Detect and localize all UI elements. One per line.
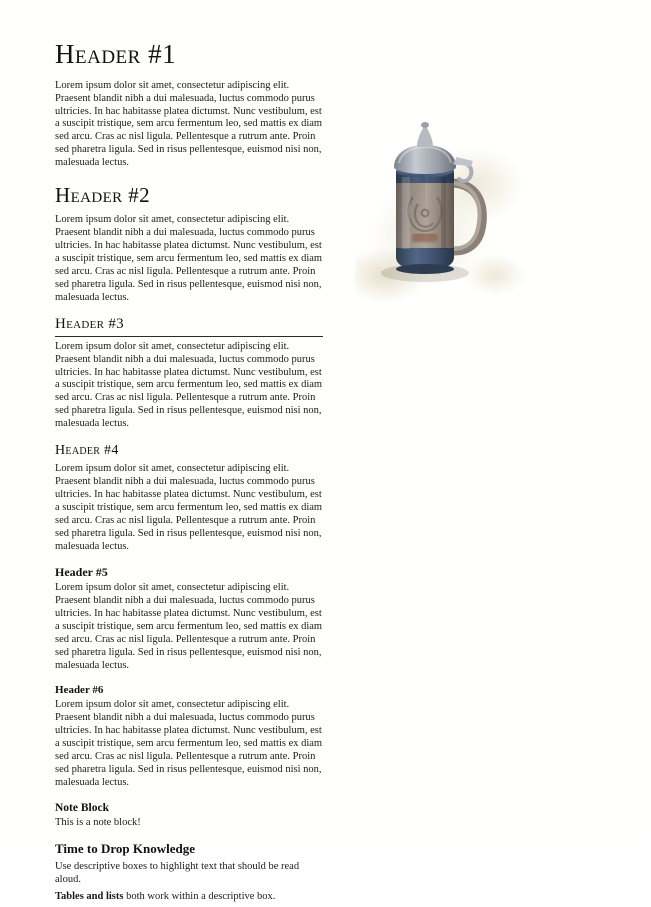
paragraph-1: Lorem ipsum dolor sit amet, consectetur adipiscing elit. Praesent blandit nibh a dui malesuada, luctus commodo purus ultricies. In hac habitasse platea dictumst. Nunc vestibulum, est a suscipit tristique, sem arcu fermentum leo, sed mattis ex diam sed arcu. Cras ac nisl ligula. Pellentesque a rutrum ante. Proin sed pharetra ligula. Sed in risus pellentesque, euismod nisi non, malesuada lectus. (55, 79, 323, 169)
note-block-title: Note Block (55, 801, 109, 814)
heading-6: Header #6 (55, 683, 104, 696)
heading-3: Header #3 (55, 316, 323, 336)
document-content-column (55, 40, 325, 907)
paragraph-3: Lorem ipsum dolor sit amet, consectetur adipiscing elit. Praesent blandit nibh a dui malesuada, luctus commodo purus ultricies. In hac habitasse platea dictumst. Nunc vestibulum, est a suscipit tristique, sem arcu fermentum leo, sed mattis ex diam sed arcu. Cras ac nisl ligula. Pellentesque a rutrum ante. Proin sed pharetra ligula. Sed in risus pellentesque, euismod nisi non, malesuada lectus. (55, 340, 323, 430)
paragraph-6: Lorem ipsum dolor sit amet, consectetur adipiscing elit. Praesent blandit nibh a dui malesuada, luctus commodo purus ultricies. In hac habitasse platea dictumst. Nunc vestibulum, est a suscipit tristique, sem arcu fermentum leo, sed mattis ex diam sed arcu. Cras ac nisl ligula. Pellentesque a rutrum ante. Proin sed pharetra ligula. Sed in risus pellentesque, euismod nisi non, malesuada lectus. (55, 699, 323, 788)
descriptive-box-lead-in: Tables and lists (55, 891, 124, 902)
note-block-text: This is a note block! (55, 816, 141, 828)
descriptive-box-paragraph: Use descriptive boxes to highlight text that should be read aloud. (55, 860, 300, 885)
heading-4: Header #4 (55, 443, 119, 459)
heading-2: Header #2 (55, 183, 151, 208)
paragraph-5: Lorem ipsum dolor sit amet, consectetur adipiscing elit. Praesent blandit nibh a dui malesuada, luctus commodo purus ultricies. In hac habitasse platea dictumst. Nunc vestibulum, est a suscipit tristique, sem arcu fermentum leo, sed mattis ex diam sed arcu. Cras ac nisl ligula. Pellentesque a rutrum ante. Proin sed pharetra ligula. Sed in risus pellentesque, euismod nisi non, malesuada lectus. (55, 582, 323, 671)
beer-stein-illustration (355, 105, 530, 310)
descriptive-box-title: Time to Drop Knowledge (55, 840, 195, 856)
descriptive-box-paragraph-2 (55, 890, 325, 903)
page-title: Header #1 (55, 39, 177, 69)
beer-stein-svg (355, 105, 530, 310)
heading-5: Header #5 (55, 564, 108, 579)
paragraph-2: Lorem ipsum dolor sit amet, consectetur adipiscing elit. Praesent blandit nibh a dui malesuada, luctus commodo purus ultricies. In hac habitasse platea dictumst. Nunc vestibulum, est a suscipit tristique, sem arcu fermentum leo, sed mattis ex diam sed arcu. Cras ac nisl ligula. Pellentesque a rutrum ante. Proin sed pharetra ligula. Sed in risus pellentesque, euismod nisi non, malesuada lectus. (55, 214, 323, 303)
paragraph-4: Lorem ipsum dolor sit amet, consectetur adipiscing elit. Praesent blandit nibh a dui malesuada, luctus commodo purus ultricies. In hac habitasse platea dictumst. Nunc vestibulum, est a suscipit tristique, sem arcu fermentum leo, sed mattis ex diam sed arcu. Cras ac nisl ligula. Pellentesque a rutrum ante. Proin sed pharetra ligula. Sed in risus pellentesque, euismod nisi non, malesuada lectus. (55, 463, 323, 552)
descriptive-box-paragraph-2-text: both work within a descriptive box. (123, 891, 276, 902)
